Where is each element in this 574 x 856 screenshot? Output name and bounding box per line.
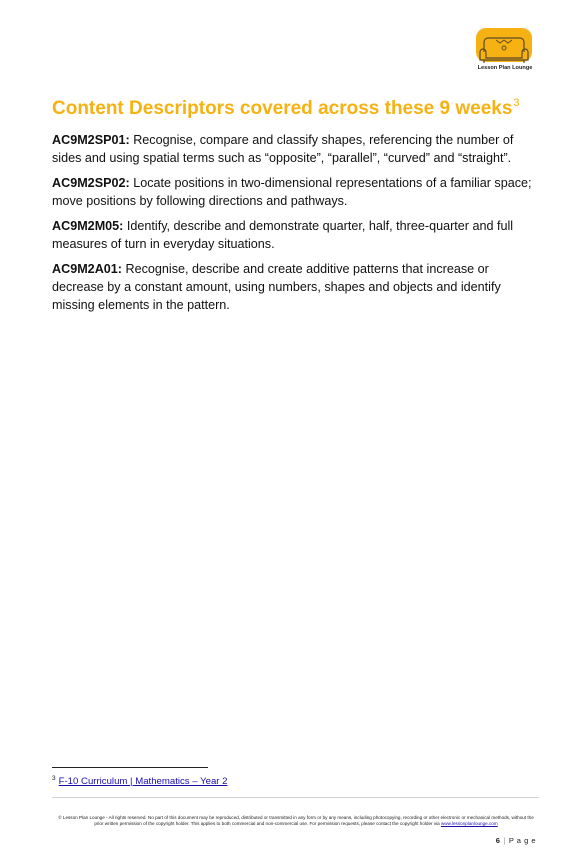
copyright-text: © Lesson Plan Lounge - All rights reserved. No part of this document may be reproduced, distributed or transmitted in any form or by any means, including photocopying, recording or other electronic or mechanical methods, without the prior written permission of the copyright holder. This applies to both commercial and non-commercial use. For permission requests, please contact the copyright holder via bbox=[58, 815, 534, 827]
curriculum-link[interactable]: F-10 Curriculum | Mathematics – Year 2 bbox=[58, 776, 228, 787]
page-label: P a g e bbox=[508, 836, 536, 845]
page-title-text: Content Descriptors covered across these 9 weeks bbox=[52, 98, 513, 119]
website-link[interactable]: www.lessonplanlounge.com bbox=[440, 821, 498, 827]
descriptor-code: AC9M2M05: bbox=[52, 219, 124, 233]
sofa-icon bbox=[472, 26, 536, 66]
content-descriptors bbox=[52, 131, 538, 321]
descriptor-item bbox=[52, 217, 538, 253]
page-title bbox=[52, 97, 532, 120]
descriptor-code: AC9M2SP02: bbox=[52, 176, 130, 190]
copyright-notice bbox=[56, 815, 536, 827]
footer-divider bbox=[52, 797, 539, 798]
lesson-plan-lounge-logo bbox=[472, 26, 536, 82]
descriptor-item bbox=[52, 174, 538, 210]
logo-text: Lesson Plan Lounge bbox=[477, 65, 533, 71]
footnote-number: 3 bbox=[52, 775, 56, 782]
page-separator: | bbox=[503, 836, 506, 845]
descriptor-item bbox=[52, 260, 538, 314]
descriptor-text: Locate positions in two-dimensional representations of a familiar space; move positions by following directions and pathways. bbox=[52, 176, 532, 208]
descriptor-text: Recognise, compare and classify shapes, referencing the number of sides and using spatial terms such as “opposite”, “parallel”, “curved” and “straight”. bbox=[52, 133, 514, 165]
descriptor-code: AC9M2SP01: bbox=[52, 133, 130, 147]
footnote-divider bbox=[52, 767, 208, 768]
descriptor-item bbox=[52, 131, 538, 167]
footnote bbox=[52, 775, 227, 787]
footnote-ref[interactable]: 3 bbox=[513, 97, 520, 109]
descriptor-text: Identify, describe and demonstrate quarter, half, three-quarter and full measures of turn in everyday situations. bbox=[52, 219, 514, 251]
descriptor-code: AC9M2A01: bbox=[52, 262, 122, 276]
descriptor-text: Recognise, describe and create additive patterns that increase or decrease by a constant amount, using numbers, shapes and objects and identify missing elements in the pattern. bbox=[52, 262, 501, 312]
page-number bbox=[496, 836, 536, 845]
page-number-value: 6 bbox=[495, 836, 501, 845]
